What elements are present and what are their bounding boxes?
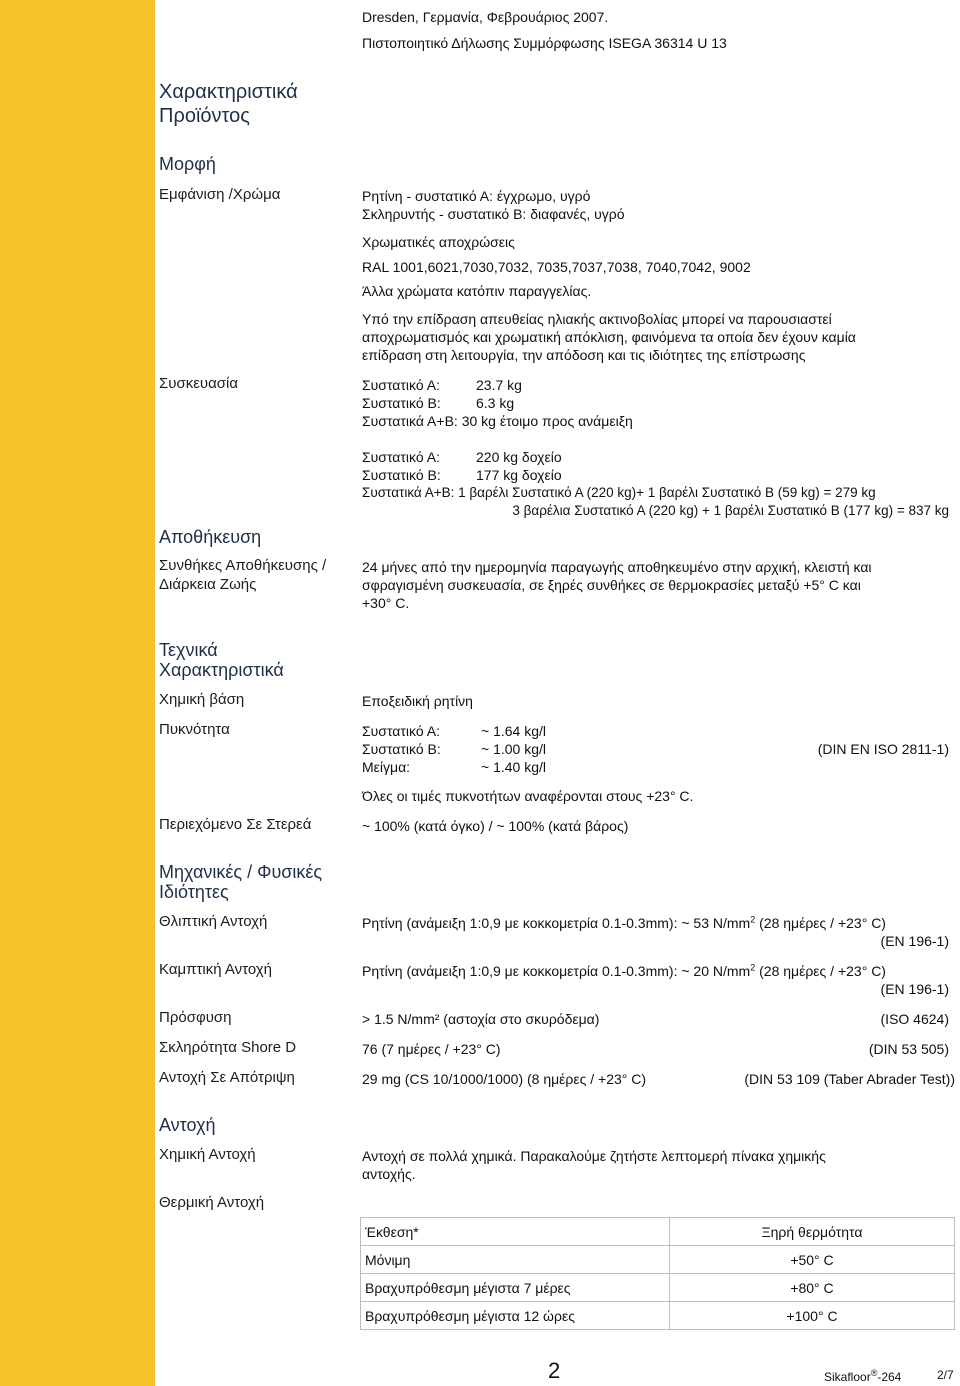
shades-title: Χρωματικές αποχρώσεις <box>362 234 515 250</box>
adhesion-value: > 1.5 N/mm² (αστοχία στο σκυρόδεμα) <box>362 1011 600 1027</box>
table-header-cell: Έκθεση* <box>361 1218 670 1246</box>
dens-b-value: ~ 1.00 kg/l <box>481 741 546 757</box>
pack-ab: Συστατικά Α+Β: 30 kg έτοιμο προς ανάμειξη <box>362 413 633 429</box>
label-thermal: Θερμική Αντοχή <box>159 1194 265 1211</box>
appearance-line-1: Ρητίνη - συστατικό Α: έγχρωμο, υγρό <box>362 188 591 204</box>
section-title-mechanical: Μηχανικές / Φυσικές <box>159 862 323 882</box>
pack2-ab2: 3 βαρέλια Συστατικό Α (220 kg) + 1 βαρέλι Συστατικό Β (177 kg) = 837 kg <box>512 503 949 518</box>
shelf-line-3: +30° C. <box>362 595 410 611</box>
pack2-b-label: Συστατικό Β: <box>362 467 441 483</box>
flexural-value: Ρητίνη (ανάμειξη 1:0,9 με κοκκομετρία 0.1-0.3mm): ~ 20 $N/mm^2$ (28 ημέρες / +23° C) <box>362 962 886 979</box>
uv-note-3: επίδραση στη λειτουργία, την απόδοση και τις ιδιότητες της επίστρωσης <box>362 347 806 363</box>
thermal-table <box>360 1217 955 1330</box>
label-appearance: Εμφάνιση /Χρώμα <box>159 186 281 203</box>
label-shelf-1: Συνθήκες Αποθήκευσης / <box>159 557 327 574</box>
chem-base-value: Εποξειδική ρητίνη <box>362 693 473 709</box>
pack2-a-value: 220 kg δοχείο <box>476 449 562 465</box>
dens-note: Όλες οι τιμές πυκνοτήτων αναφέρονται στους +23° C. <box>362 788 694 804</box>
compressive-std: (EN 196-1) <box>880 933 949 949</box>
pack-b-label: Συστατικό Β: <box>362 395 441 411</box>
certificate-note: Πιστοποιητικό Δήλωσης Συμμόρφωσης ISEGA 36314 U 13 <box>362 35 727 51</box>
dens-std: (DIN EN ISO 2811-1) <box>817 741 949 757</box>
dens-b-label: Συστατικό Β: <box>362 741 441 757</box>
table-row <box>361 1246 955 1274</box>
section-title-technical: Τεχνικά <box>159 640 218 660</box>
shades-other: Άλλα χρώματα κατόπιν παραγγελίας. <box>362 283 592 299</box>
chemical-line-1: Αντοχή σε πολλά χημικά. Παρακαλούμε ζητήστε λεπτομερή πίνακα χημικής <box>362 1148 826 1164</box>
pack2-b-value: 177 kg δοχείο <box>476 467 562 483</box>
abrasion-std: (DIN 53 109 (Taber Abrader Test)) <box>744 1071 955 1087</box>
table-row <box>361 1274 955 1302</box>
chemical-line-2: αντοχής. <box>362 1166 416 1182</box>
table-header-cell: Ξηρή θερμότητα <box>670 1218 955 1246</box>
label-density: Πυκνότητα <box>159 721 230 738</box>
shore-value: 76 (7 ημέρες / +23° C) <box>362 1041 501 1057</box>
place-date: Dresden, Γερμανία, Φεβρουάριος 2007. <box>362 9 609 25</box>
table-cell: Βραχυπρόθεσμη μέγιστα 7 μέρες <box>361 1274 670 1302</box>
table-cell: Μόνιμη <box>361 1246 670 1274</box>
compressive-value: Ρητίνη (ανάμειξη 1:0,9 με κοκκομετρία 0.1-0.3mm): ~ 53 $N/mm^2$ (28 ημέρες / +23° C) <box>362 914 886 931</box>
shore-std: (DIN 53 505) <box>868 1041 949 1057</box>
table-cell: +50° C <box>670 1246 955 1274</box>
dens-a-value: ~ 1.64 kg/l <box>481 723 546 739</box>
uv-note-1: Υπό την επίδραση απευθείας ηλιακής ακτινοβολίας μπορεί να παρουσιαστεί <box>362 311 832 327</box>
subsection-form: Μορφή <box>159 154 216 174</box>
section-title-product: Χαρακτηριστικά <box>159 81 298 103</box>
dens-mix-value: ~ 1.40 kg/l <box>481 759 546 775</box>
pack-a-label: Συστατικό Α: <box>362 377 440 393</box>
section-title-mechanical-2: Ιδιότητες <box>159 882 229 902</box>
appearance-line-2: Σκληρυντής - συστατικό Β: διαφανές, υγρό <box>362 206 625 222</box>
label-chem-base: Χημική βάση <box>159 691 245 708</box>
pack-b-value: 6.3 kg <box>476 395 515 411</box>
table-cell: +80° C <box>670 1274 955 1302</box>
solids-value: ~ 100% (κατά όγκο) / ~ 100% (κατά βάρος) <box>362 818 629 834</box>
pack2-a-label: Συστατικό Α: <box>362 449 440 465</box>
table-row <box>361 1218 955 1246</box>
label-compressive: Θλιπτική Αντοχή <box>159 913 268 930</box>
uv-note-2: αποχρωματισμός και χρωματική απόκλιση, φαινόμενα τα οποία δεν έχουν καμία <box>362 329 856 345</box>
abrasion-value: 29 mg (CS 10/1000/1000) (8 ημέρες / +23° C) <box>362 1071 647 1087</box>
table-row <box>361 1302 955 1330</box>
product-name: Sikafloor®-264 <box>824 1368 902 1384</box>
sidebar-accent-bar <box>0 0 155 1386</box>
label-flexural: Καμπτική Αντοχή <box>159 961 273 978</box>
table-cell: Βραχυπρόθεσμη μέγιστα 12 ώρες <box>361 1302 670 1330</box>
page-of: 2/7 <box>937 1368 954 1382</box>
label-solids: Περιεχόμενο Σε Στερεά <box>159 816 312 833</box>
section-title-resistance: Αντοχή <box>159 1115 216 1135</box>
pack-a-value: 23.7 kg <box>476 377 522 393</box>
label-adhesion: Πρόσφυση <box>159 1009 232 1026</box>
label-shore: Σκληρότητα Shore D <box>159 1039 297 1056</box>
adhesion-std: (ISO 4624) <box>880 1011 949 1027</box>
page-number: 2 <box>548 1358 561 1383</box>
flexural-std: (EN 196-1) <box>880 981 949 997</box>
table-cell: +100° C <box>670 1302 955 1330</box>
label-abrasion: Αντοχή Σε Απότριψη <box>159 1069 295 1086</box>
label-shelf-2: Διάρκεια Ζωής <box>159 576 257 593</box>
dens-mix-label: Μείγμα: <box>362 759 411 775</box>
section-title-technical-2: Χαρακτηριστικά <box>159 660 284 680</box>
section-title-product-2: Προϊόντος <box>159 105 250 127</box>
label-chemical: Χημική Αντοχή <box>159 1146 256 1163</box>
shades-ral: RAL 1001,6021,7030,7032, 7035,7037,7038, 7040,7042, 9002 <box>362 259 751 275</box>
dens-a-label: Συστατικό Α: <box>362 723 440 739</box>
label-packaging: Συσκευασία <box>159 375 239 392</box>
subsection-storage: Αποθήκευση <box>159 527 262 547</box>
pack2-ab: Συστατικά Α+Β: 1 βαρέλι Συστατικό Α (220 kg)+ 1 βαρέλι Συστατικό Β (59 kg) = 279 kg <box>362 485 876 500</box>
shelf-line-1: 24 μήνες από την ημερομηνία παραγωγής αποθηκευμένο στην αρχική, κλειστή και <box>362 559 872 575</box>
shelf-line-2: σφραγισμένη συσκευασία, σε ξηρές συνθήκες σε θερμοκρασίες μεταξύ +5° C και <box>362 577 861 593</box>
